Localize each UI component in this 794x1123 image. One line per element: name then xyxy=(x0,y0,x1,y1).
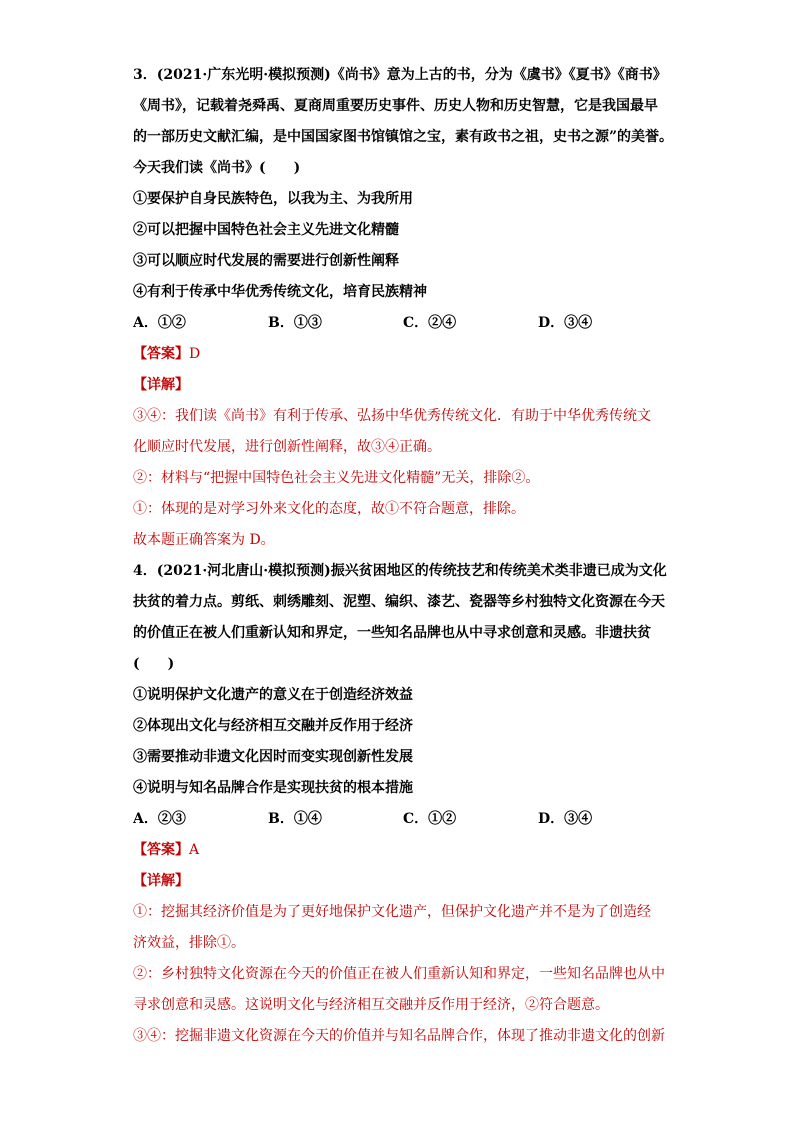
q3-option-a: A．①② xyxy=(133,315,186,331)
q3-option-c: C．②④ xyxy=(403,315,457,331)
q3-option-d: D．③④ xyxy=(538,315,593,331)
question-4 xyxy=(133,556,673,1052)
q4-answer-label: 【答案】 xyxy=(133,842,189,858)
question-3 xyxy=(133,60,673,556)
q3-stem-line-1: 3．(2021·广东光明·模拟预测)《尚书》意为上古的书，分为《虞书》《夏书》《商书》 xyxy=(133,67,667,83)
q3-detail-line-3: ②：材料与“把握中国特色社会主义先进文化精髓”无关，排除②。 xyxy=(133,470,540,486)
q3-detail-line-1: ③④：我们读《尚书》有利于传承、弘扬中华优秀传统文化．有助于中华优秀传统文 xyxy=(133,408,651,424)
q3-detail-line-2: 化顺应时代发展，进行创新性阐释，故③④正确。 xyxy=(133,439,441,455)
q4-answer xyxy=(133,835,673,866)
q4-stem-line-2: 扶贫的着力点。剪纸、刺绣雕刻、泥塑、编织、漆艺、瓷器等乡村独特文化资源在今天 xyxy=(133,594,665,610)
q4-statement-1: ①说明保护文化遗产的意义在于创造经济效益 xyxy=(133,687,413,703)
q4-detail-line-1: ①：挖掘其经济价值是为了更好地保护文化遗产，但保护文化遗产并不是为了创造经 xyxy=(133,904,651,920)
q4-statement-3: ③需要推动非遗文化因时而变实现创新性发展 xyxy=(133,749,413,765)
q4-option-a: A．②③ xyxy=(133,811,186,827)
q4-detail-line-2: 济效益，排除①。 xyxy=(133,935,245,951)
q4-statement-4: ④说明与知名品牌合作是实现扶贫的根本措施 xyxy=(133,780,413,796)
q4-statement-2: ②体现出文化与经济相互交融并反作用于经济 xyxy=(133,718,413,734)
q3-options xyxy=(133,308,673,339)
q4-options xyxy=(133,804,673,835)
q3-conclusion: 故本题正确答案为 D。 xyxy=(133,532,275,548)
q4-detail-line-3: ②：乡村独特文化资源在今天的价值正在被人们重新认知和界定，一些知名品牌也从中 xyxy=(133,966,665,982)
q4-option-b: B．①④ xyxy=(268,811,322,827)
q3-detail-label: 【详解】 xyxy=(133,377,189,393)
q3-statement-2: ②可以把握中国特色社会主义先进文化精髓 xyxy=(133,222,399,238)
q4-option-c: C．①② xyxy=(403,811,457,827)
q4-answer-value: A xyxy=(189,842,200,858)
q4-stem-line-3: 的价值正在被人们重新认知和界定，一些知名品牌也从中寻求创意和灵感。非遗扶贫 xyxy=(133,625,651,641)
q4-option-d: D．③④ xyxy=(538,811,593,827)
q3-statement-1: ①要保护自身民族特色，以我为主、为我所用 xyxy=(133,191,413,207)
q4-detail-line-5: ③④：挖掘非遗文化资源在今天的价值并与知名品牌合作，体现了推动非遗文化的创新 xyxy=(133,1028,665,1044)
q4-detail-label: 【详解】 xyxy=(133,873,189,889)
q3-answer-value: D xyxy=(189,346,201,362)
q3-stem-line-2: 《周书》，记载着尧舜禹、夏商周重要历史事件、历史人物和历史智慧，它是我国最早 xyxy=(133,98,658,114)
q4-stem-line-1: 4．(2021·河北唐山·模拟预测)振兴贫困地区的传统技艺和传统美术类非遗已成为文化 xyxy=(133,563,667,579)
q3-answer-label: 【答案】 xyxy=(133,346,189,362)
q3-detail-line-4: ①：体现的是对学习外来文化的态度，故①不符合题意，排除。 xyxy=(133,501,525,517)
q3-stem-line-4: 今天我们读《尚书》( ) xyxy=(133,160,301,176)
q3-option-b: B．①③ xyxy=(268,315,322,331)
q4-detail-line-4: 寻求创意和灵感。这说明文化与经济相互交融并反作用于经济，②符合题意。 xyxy=(133,997,609,1013)
q4-stem-line-4: ( ) xyxy=(133,656,175,672)
document-content xyxy=(133,60,673,1052)
q3-statement-3: ③可以顺应时代发展的需要进行创新性阐释 xyxy=(133,253,399,269)
q3-answer xyxy=(133,339,673,370)
q3-statement-4: ④有利于传承中华优秀传统文化，培育民族精神 xyxy=(133,284,427,300)
q3-stem-line-3: 的一部历史文献汇编，是中国国家图书馆镇馆之宝，素有政书之祖，史书之源”的美誉。 xyxy=(133,129,673,145)
